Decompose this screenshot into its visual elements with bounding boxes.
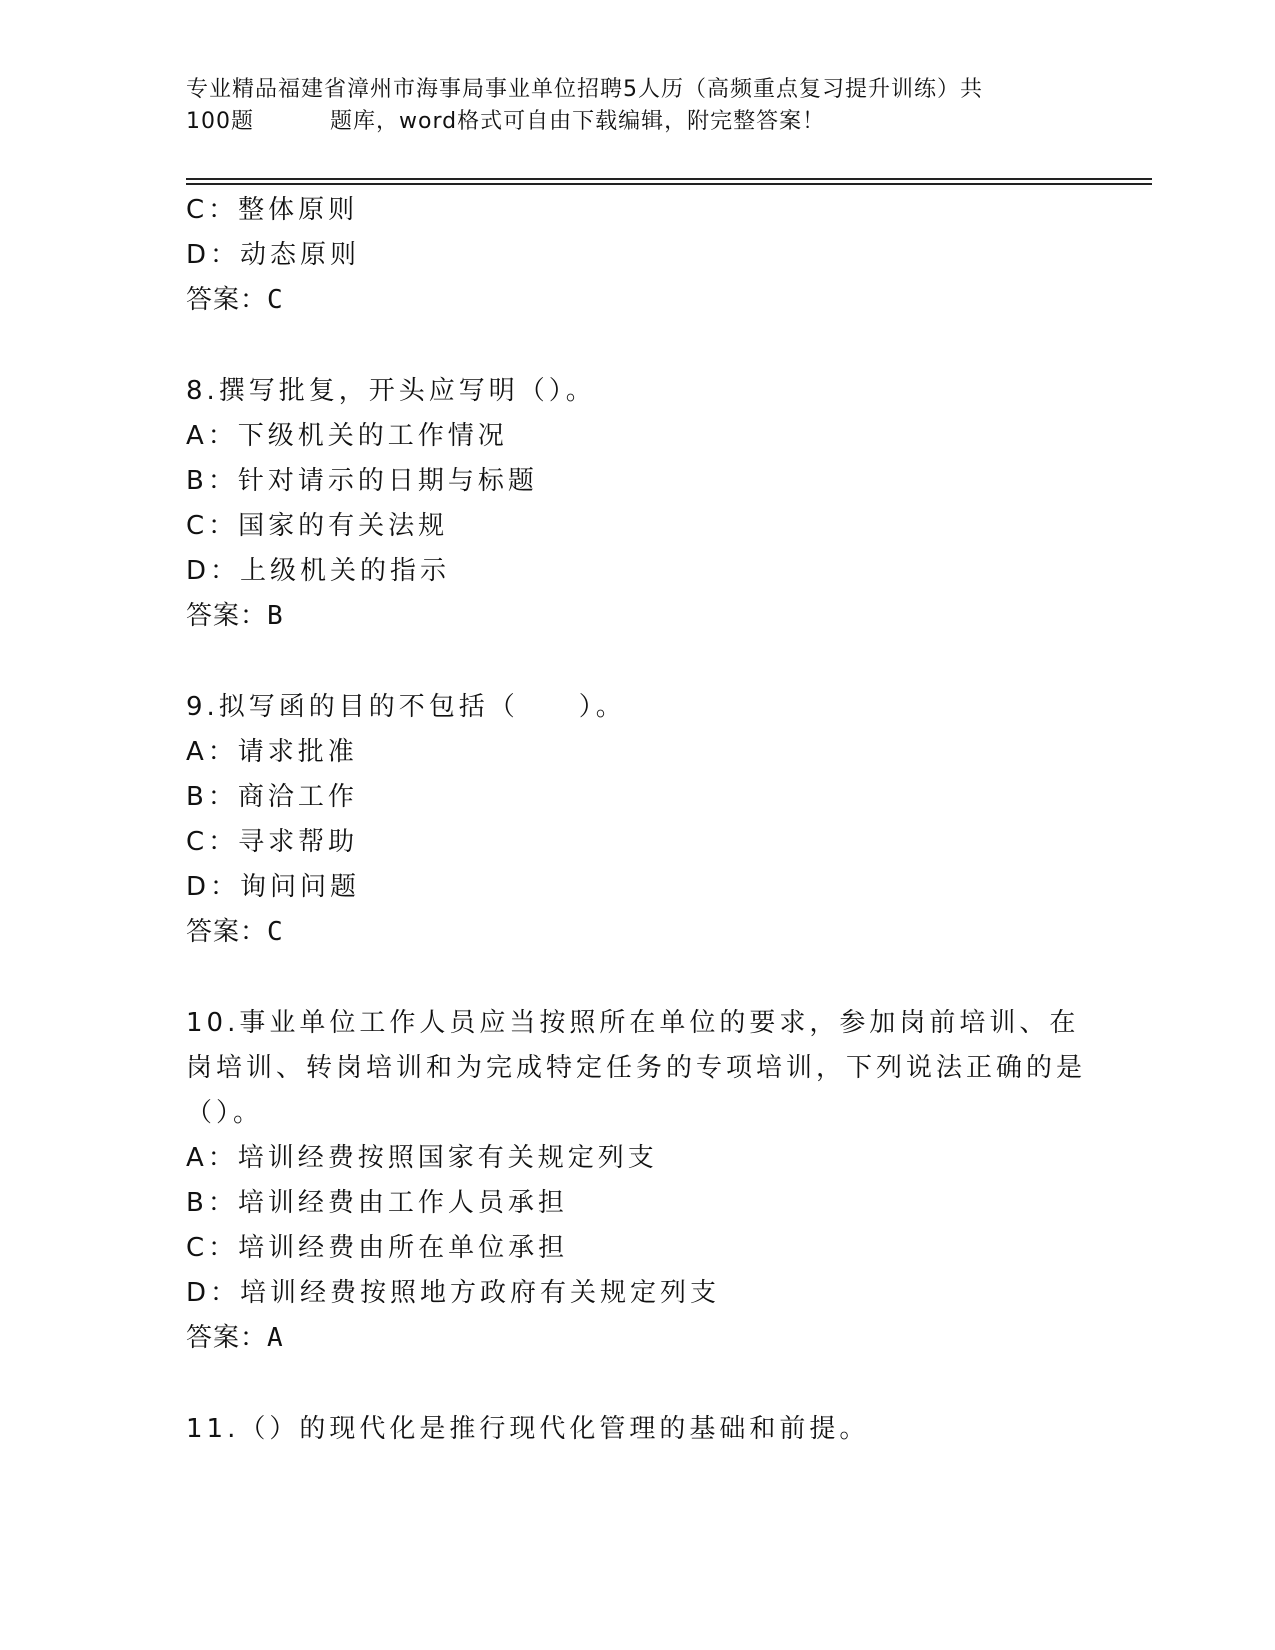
answer-value: B bbox=[267, 601, 284, 631]
option-d: D：上级机关的指示 bbox=[186, 556, 451, 586]
option-a: A：培训经费按照国家有关规定列支 bbox=[186, 1143, 658, 1173]
option-c: C：整体原则 bbox=[186, 195, 359, 225]
answer-line bbox=[186, 1316, 1086, 1361]
question-text: 10.事业单位工作人员应当按照所在单位的要求，参加岗前培训、在岗培训、转岗培训和为完成特定任务的专项培训，下列说法正确的是（）。 bbox=[186, 1008, 1087, 1128]
question-list bbox=[186, 188, 1086, 1452]
answer-line bbox=[186, 278, 1086, 323]
document-header bbox=[186, 74, 1086, 138]
answer-label: 答案： bbox=[186, 285, 268, 315]
option-a: A：请求批准 bbox=[186, 737, 358, 767]
question-text: 11.（）的现代化是推行现代化管理的基础和前提。 bbox=[186, 1414, 870, 1444]
question-text: 9.拟写函的目的不包括（ ）。 bbox=[186, 692, 626, 722]
option-d: D：动态原则 bbox=[186, 240, 361, 270]
answer-label: 答案： bbox=[186, 917, 268, 947]
answer-line bbox=[186, 594, 1086, 639]
question-11 bbox=[186, 1407, 1086, 1452]
option-d: D：培训经费按照地方政府有关规定列支 bbox=[186, 1278, 721, 1308]
question-10 bbox=[186, 1001, 1086, 1361]
option-b: B：商洽工作 bbox=[186, 782, 358, 812]
question-7-tail bbox=[186, 188, 1086, 323]
option-d: D：询问问题 bbox=[186, 872, 361, 902]
option-c: C：培训经费由所在单位承担 bbox=[186, 1233, 569, 1263]
answer-value: C bbox=[267, 917, 284, 947]
answer-value: A bbox=[267, 1323, 284, 1353]
option-c: C：国家的有关法规 bbox=[186, 511, 449, 541]
answer-label: 答案： bbox=[186, 601, 268, 631]
question-8 bbox=[186, 369, 1086, 639]
answer-label: 答案： bbox=[186, 1323, 268, 1353]
question-text: 8.撰写批复，开头应写明（）。 bbox=[186, 376, 596, 406]
option-c: C：寻求帮助 bbox=[186, 827, 359, 857]
header-line-2 bbox=[186, 106, 1086, 138]
header-divider-top bbox=[186, 178, 1152, 180]
answer-line bbox=[186, 910, 1086, 955]
option-a: A：下级机关的工作情况 bbox=[186, 421, 508, 451]
header-question-count: 100题 bbox=[186, 109, 254, 134]
option-b: B：针对请示的日期与标题 bbox=[186, 466, 538, 496]
option-b: B：培训经费由工作人员承担 bbox=[186, 1188, 568, 1218]
header-line-1: 专业精品福建省漳州市海事局事业单位招聘5人历（高频重点复习提升训练）共 bbox=[186, 77, 983, 102]
question-9 bbox=[186, 685, 1086, 955]
header-description: 题库，word格式可自由下载编辑，附完整答案！ bbox=[330, 109, 826, 134]
answer-value: C bbox=[267, 285, 284, 315]
header-divider-bottom bbox=[186, 183, 1152, 185]
